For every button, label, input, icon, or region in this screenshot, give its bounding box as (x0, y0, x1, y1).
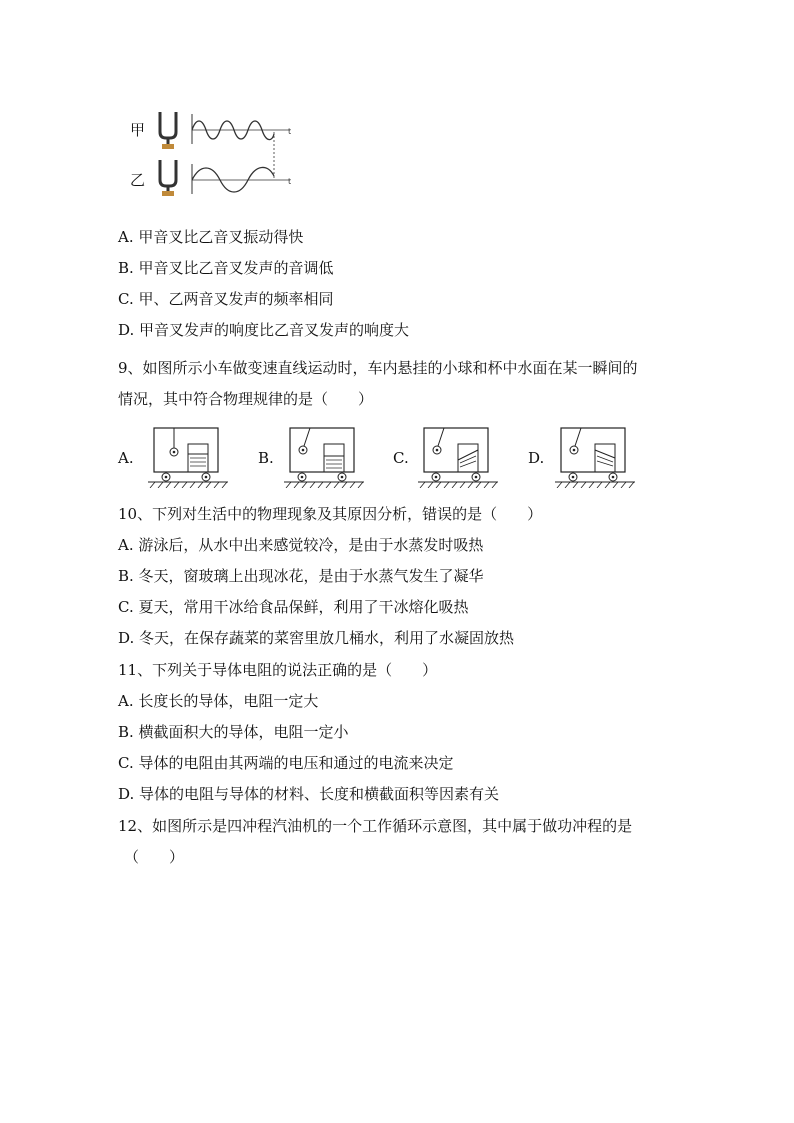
q11-option-a: A. 长度长的导体，电阻一定大 (118, 692, 319, 710)
q10-option-b: B. 冬天，窗玻璃上出现冰花，是由于水蒸气发生了凝华 (118, 567, 484, 585)
cart-figure-d (555, 426, 635, 488)
q11-stem: 11、下列关于导体电阻的说法正确的是（ ） (118, 661, 438, 679)
q12-stem-line2: （ ） (124, 848, 185, 866)
q9-option-c-label: C. (393, 449, 409, 467)
fork-label-yi: 乙 (130, 171, 146, 189)
q8-option-c: C. 甲、乙两音叉发声的频率相同 (118, 290, 334, 308)
q10-option-d: D. 冬天，在保存蔬菜的菜窖里放几桶水，利用了水凝固放热 (118, 629, 515, 647)
q10-option-c: C. 夏天，常用干冰给食品保鲜，利用了干冰熔化吸热 (118, 598, 469, 616)
q9-option-b-label: B. (258, 449, 274, 467)
q8-option-b: B. 甲音叉比乙音叉发声的音调低 (118, 259, 334, 277)
q8-option-d: D. 甲音叉发声的响度比乙音叉发声的响度大 (118, 321, 410, 339)
cart-figure-b (284, 426, 364, 488)
svg-text:t: t (288, 177, 292, 186)
cart-figure-c (418, 426, 498, 488)
q11-option-d: D. 导体的电阻与导体的材料、长度和横截面积等因素有关 (118, 785, 500, 803)
q9-stem-line2: 情况，其中符合物理规律的是（ ） (118, 390, 374, 408)
fork-label-jia: 甲 (130, 121, 146, 139)
cart-figure-a (148, 426, 228, 488)
tuning-fork-waveform-figure (148, 108, 308, 198)
svg-text:t: t (288, 127, 292, 136)
tuning-fork-yi (160, 160, 176, 192)
q11-option-b: B. 横截面积大的导体，电阻一定小 (118, 723, 349, 741)
q10-option-a: A. 游泳后，从水中出来感觉较冷，是由于水蒸发时吸热 (118, 536, 484, 554)
q12-stem-line1: 12、如图所示是四冲程汽油机的一个工作循环示意图，其中属于做功冲程的是 (118, 817, 633, 835)
q8-option-a: A. 甲音叉比乙音叉振动得快 (118, 228, 304, 246)
q9-option-d-label: D. (528, 449, 545, 467)
tuning-fork-jia (160, 112, 176, 144)
q9-stem-line1: 9、如图所示小车做变速直线运动时，车内悬挂的小球和杯中水面在某一瞬间的 (118, 359, 638, 377)
q9-option-a-label: A. (118, 449, 134, 467)
q10-stem: 10、下列对生活中的物理现象及其原因分析，错误的是（ ） (118, 505, 543, 523)
q11-option-c: C. 导体的电阻由其两端的电压和通过的电流来决定 (118, 754, 454, 772)
